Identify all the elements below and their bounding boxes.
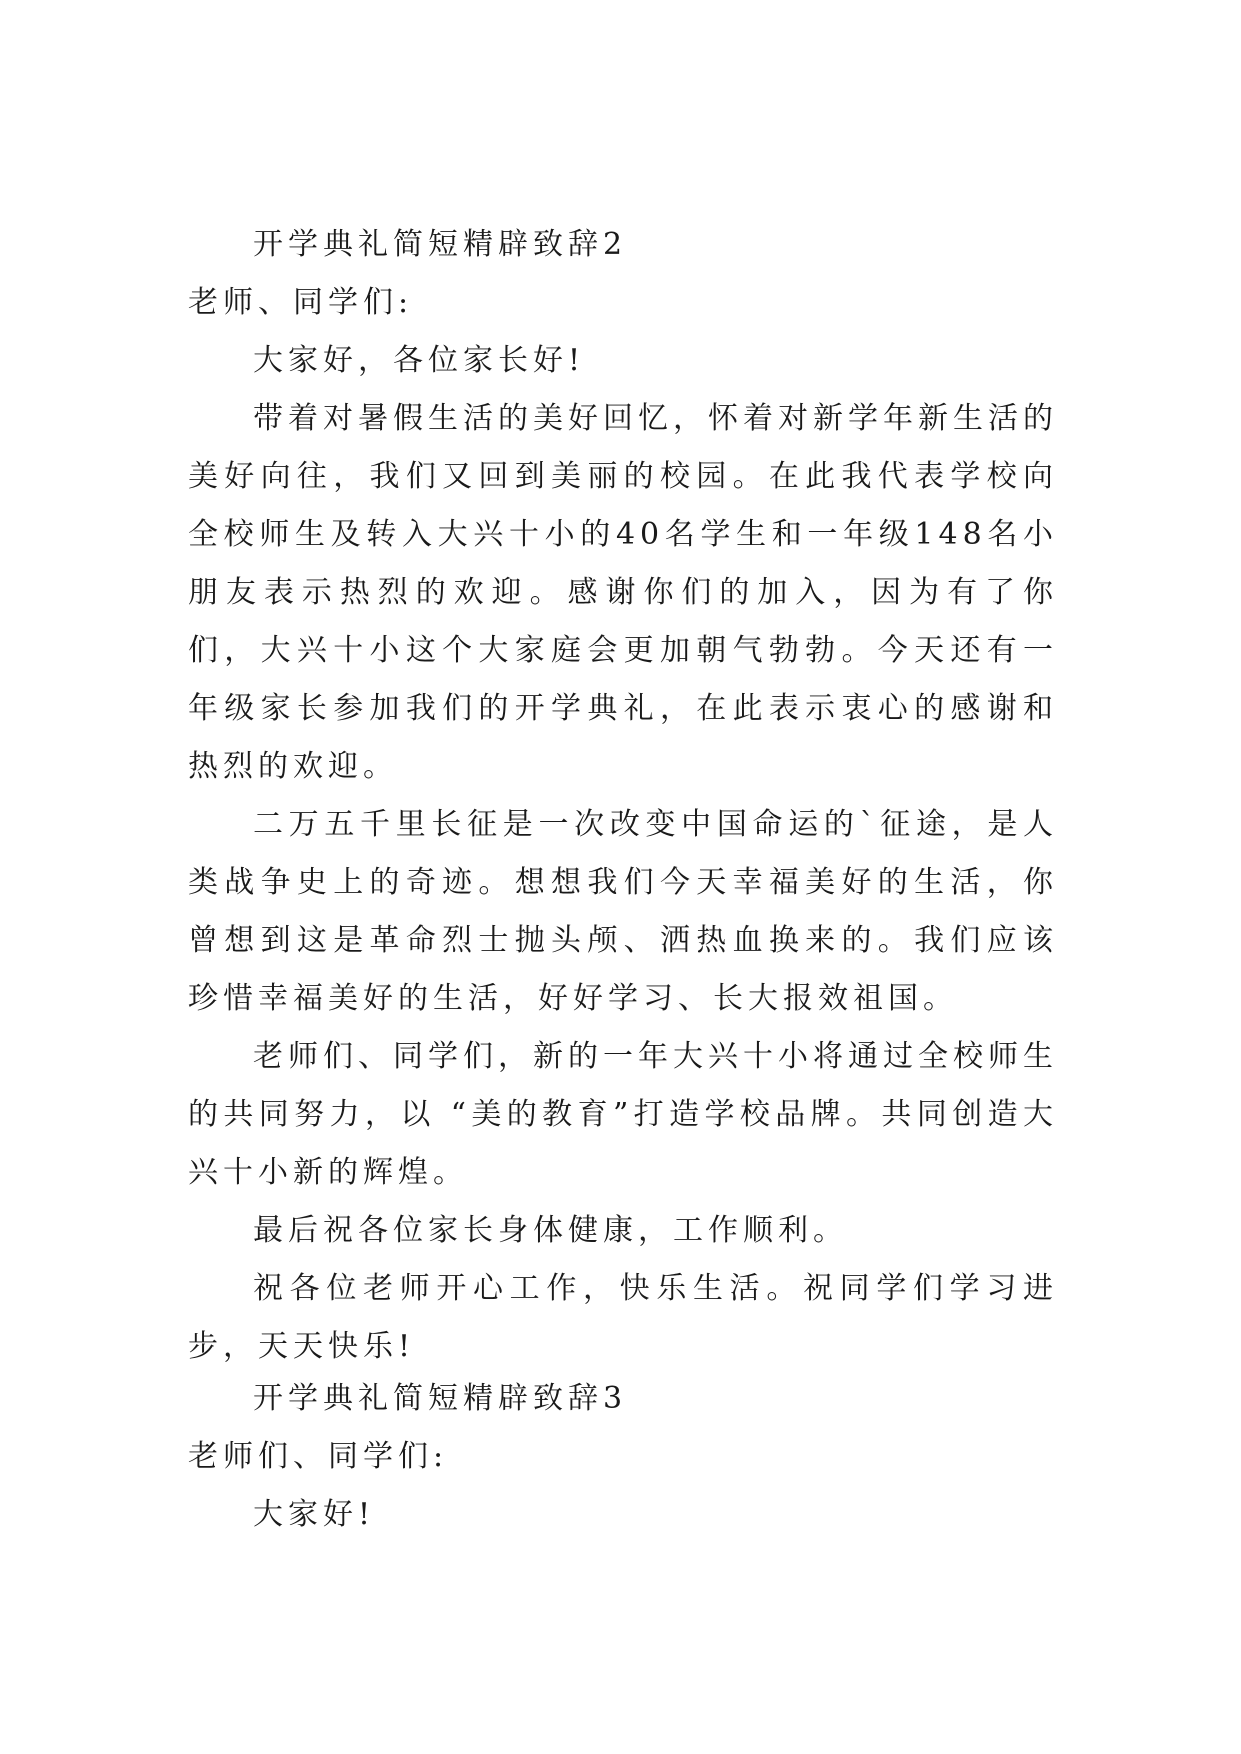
- body-paragraph: 带着对暑假生活的美好回忆，怀着对新学年新生活的美好向往，我们又回到美丽的校园。在此我代表学校向全校师生及转入大兴十小的40名学生和一年级148名小朋友表示热烈的欢迎。感谢你们的加入，因为有了你们，大兴十小这个大家庭会更加朝气勃勃。今天还有一年级家长参加我们的开学典礼，在此表示衷心的感谢和热烈的欢迎。: [188, 401, 1058, 784]
- greeting: 大家好，各位家长好!: [253, 343, 586, 378]
- body-paragraph: 老师们、同学们，新的一年大兴十小将通过全校师生的共同努力，以 “美的教育”打造学校品牌。共同创造大兴十小新的辉煌。: [188, 1039, 1058, 1190]
- body-paragraph: 祝各位老师开心工作，快乐生活。祝同学们学习进步，天天快乐!: [188, 1271, 1058, 1364]
- body-paragraph: 二万五千里长征是一次改变中国命运的`征途，是人类战争史上的奇迹。想想我们今天幸福美好的生活，你曾想到这是革命烈士抛头颅、洒热血换来的。我们应该珍惜幸福美好的生活，好好学习、长大报效祖国。: [188, 807, 1058, 1016]
- greeting: 大家好!: [253, 1497, 376, 1532]
- body-paragraph: 最后祝各位家长身体健康，工作顺利。: [253, 1213, 848, 1248]
- speech-section-2: [188, 216, 1058, 1376]
- salutation: 老师、同学们:: [188, 285, 414, 320]
- section-title: 开学典礼简短精辟致辞2: [253, 227, 628, 262]
- section-title: 开学典礼简短精辟致辞3: [253, 1381, 628, 1416]
- salutation: 老师们、同学们:: [188, 1439, 449, 1474]
- speech-section-3: [188, 1370, 1058, 1544]
